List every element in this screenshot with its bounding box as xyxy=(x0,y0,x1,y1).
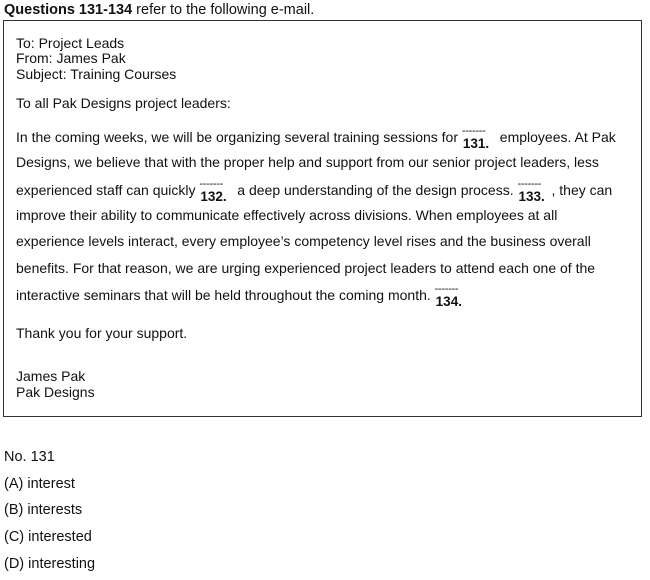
blank-132[interactable] xyxy=(199,178,233,204)
body-line-5: experience levels interact, every employee’s competency level rises and the business overall xyxy=(16,233,591,249)
body-line-1 xyxy=(16,125,616,151)
blank-133[interactable] xyxy=(517,178,552,204)
body-line-4: improve their ability to communicate effectively across divisions. When employees at all xyxy=(16,207,558,223)
body-text: , they can xyxy=(551,182,613,198)
questions-intro: refer to the following e-mail. xyxy=(132,2,315,18)
body-text: a deep understanding of the design process. xyxy=(237,182,514,198)
body-line-7 xyxy=(16,283,469,309)
blank-131[interactable] xyxy=(461,125,496,151)
email-from: From: James Pak xyxy=(16,50,126,66)
question-number: No. 131 xyxy=(4,449,55,465)
blank-dashes: ------- xyxy=(461,125,486,137)
signature-company: Pak Designs xyxy=(16,384,95,400)
blank-number: 132. xyxy=(200,189,227,204)
answer-option-b[interactable]: (B) interests xyxy=(4,502,83,518)
body-line-2: Designs, we believe that with the proper help and support from our senior project leaders, less xyxy=(16,154,599,170)
blank-dashes: ------- xyxy=(434,283,459,295)
blank-number: 131. xyxy=(462,136,490,151)
questions-range: Questions 131-134 xyxy=(4,2,133,18)
body-line-3 xyxy=(16,178,613,204)
body-line-6: benefits. For that reason, we are urging experienced project leaders to attend each one of the xyxy=(16,260,596,276)
blank-number: 133. xyxy=(518,189,545,204)
body-text: interactive seminars that will be held throughout the coming month. xyxy=(16,287,431,303)
blank-134[interactable] xyxy=(434,283,469,309)
blank-dashes: ------- xyxy=(199,178,223,190)
signature-name: James Pak xyxy=(16,368,86,384)
questions-header xyxy=(4,1,314,19)
answer-option-a[interactable]: (A) interest xyxy=(4,476,75,492)
blank-dashes: ------- xyxy=(517,178,542,190)
email-subject: Subject: Training Courses xyxy=(16,66,177,82)
body-text: employees. At Pak xyxy=(499,129,616,145)
answer-option-d[interactable]: (D) interesting xyxy=(4,556,96,572)
answer-option-c[interactable]: (C) interested xyxy=(4,529,92,545)
body-text: In the coming weeks, we will be organizing several training sessions for xyxy=(16,129,458,145)
email-to: To: Project Leads xyxy=(16,35,125,51)
email-greeting: To all Pak Designs project leaders: xyxy=(16,95,231,111)
body-text: experienced staff can quickly xyxy=(16,182,196,198)
blank-number: 134. xyxy=(435,294,462,309)
email-box xyxy=(3,20,642,417)
email-closing: Thank you for your support. xyxy=(16,325,188,341)
